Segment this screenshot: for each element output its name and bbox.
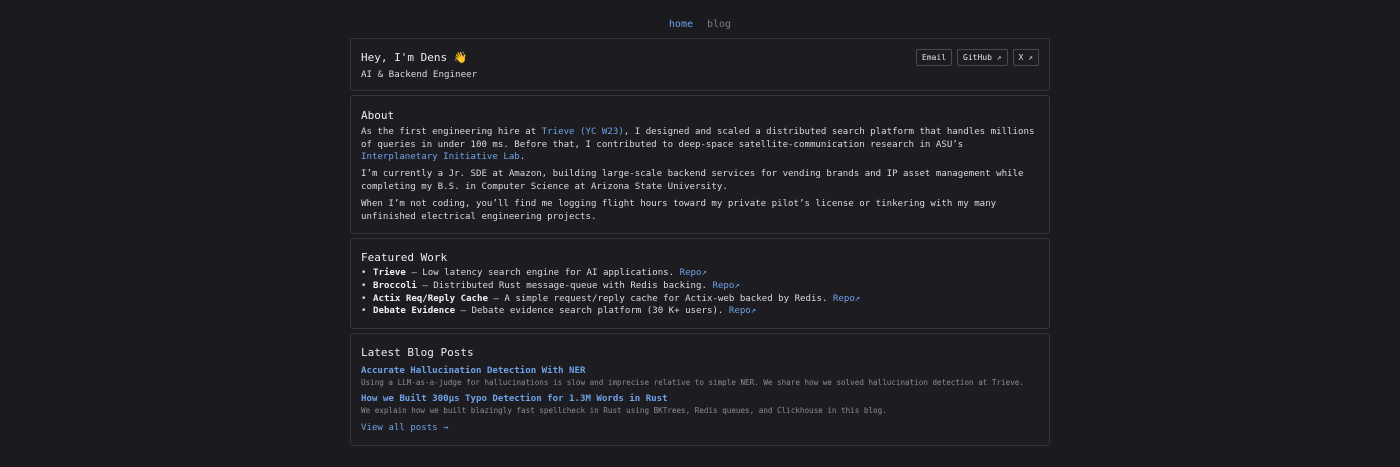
- repo-link[interactable]: Repo↗: [832, 293, 861, 304]
- blog-post-description: Using a LLM-as-a-judge for hallucinations is slow and imprecise relative to simple NER. We share how we solved hallucination detection at Trieve.: [361, 378, 1024, 387]
- about-paragraph-3: When I’m not coding, you’ll find me logging flight hours toward my private pilot’s license or tinkering with my many unfinished electrical engineering projects.: [361, 198, 997, 222]
- about-heading: About: [361, 109, 395, 122]
- about-paragraph-1: [361, 126, 1041, 164]
- repo-link[interactable]: Repo↗: [679, 268, 707, 278]
- bullet-icon: •: [361, 280, 367, 291]
- blog-posts-card: [350, 333, 1050, 446]
- project-desc: — Debate evidence search platform (30 K+ users).: [455, 306, 729, 317]
- view-all-posts-link[interactable]: View all posts →: [361, 423, 449, 433]
- repo-link[interactable]: Repo↗: [712, 280, 740, 291]
- featured-work-card: [350, 238, 1050, 329]
- about-card: [350, 95, 1050, 234]
- project-desc: — Distributed Rust message-queue with Redis backing.: [416, 280, 713, 291]
- blog-post: [361, 393, 887, 416]
- repo-link[interactable]: Repo↗: [728, 306, 757, 317]
- bullet-icon: •: [361, 268, 367, 278]
- blog-post: [361, 365, 1024, 388]
- about-body: [361, 126, 1041, 228]
- list-item: [361, 267, 860, 280]
- github-button[interactable]: GitHub ↗: [957, 49, 1008, 66]
- blog-post-description: We explain how we built blazingly fast spellcheck in Rust using BKTrees, Redis queues, and Clickhouse in this blog.: [361, 406, 887, 415]
- project-name: Broccoli: [373, 280, 417, 291]
- project-name: Debate Evidence: [373, 306, 456, 317]
- project-name: Trieve: [373, 268, 406, 278]
- x-button[interactable]: X ↗: [1013, 49, 1039, 66]
- blog-post-title-link[interactable]: How we Built 300μs Typo Detection for 1.3M Words in Rust: [361, 394, 668, 404]
- project-name: Actix Req/Reply Cache: [373, 293, 488, 304]
- featured-heading: Featured Work: [361, 251, 448, 264]
- trieve-link[interactable]: Trieve (YC W23): [541, 127, 624, 137]
- about-p1-text-a: As the first engineering hire at: [361, 127, 542, 137]
- hero-card: [350, 38, 1050, 91]
- nav-home-link[interactable]: home: [668, 19, 693, 30]
- featured-list: [361, 267, 860, 318]
- about-paragraph-2: I’m currently a Jr. SDE at Amazon, building large-scale backend services for vending brands and IP asset management while completing my B.S. in Computer Science at Arizona State University.: [361, 169, 1024, 192]
- list-item: [361, 293, 860, 306]
- bullet-icon: •: [361, 306, 367, 317]
- bullet-icon: •: [361, 293, 367, 304]
- email-button[interactable]: Email: [916, 49, 952, 66]
- list-item: [361, 280, 860, 293]
- list-item: [361, 305, 860, 318]
- blog-post-title-link[interactable]: Accurate Hallucination Detection With NER: [361, 366, 586, 376]
- nav-blog-link[interactable]: blog: [707, 19, 732, 30]
- project-desc: — A simple request/reply cache for Actix-web backed by Redis.: [487, 293, 833, 304]
- top-nav: [0, 19, 1400, 30]
- about-p1-text-c: .: [519, 152, 526, 163]
- project-desc: — Low latency search engine for AI applications.: [405, 268, 680, 278]
- blog-heading: Latest Blog Posts: [361, 346, 474, 359]
- social-buttons: [916, 49, 1039, 66]
- interplanetary-lab-link[interactable]: Interplanetary Initiative Lab: [361, 152, 520, 163]
- role-subtitle: AI & Backend Engineer: [361, 69, 478, 80]
- about-p1-text-b: , I designed and scaled a distributed search platform that handles millions of queries in under 100 ms. Before that, I contributed to deep-space satellite-communication research in ASU’s: [361, 127, 1035, 150]
- greeting-heading: Hey, I'm Dens 👋: [361, 51, 468, 64]
